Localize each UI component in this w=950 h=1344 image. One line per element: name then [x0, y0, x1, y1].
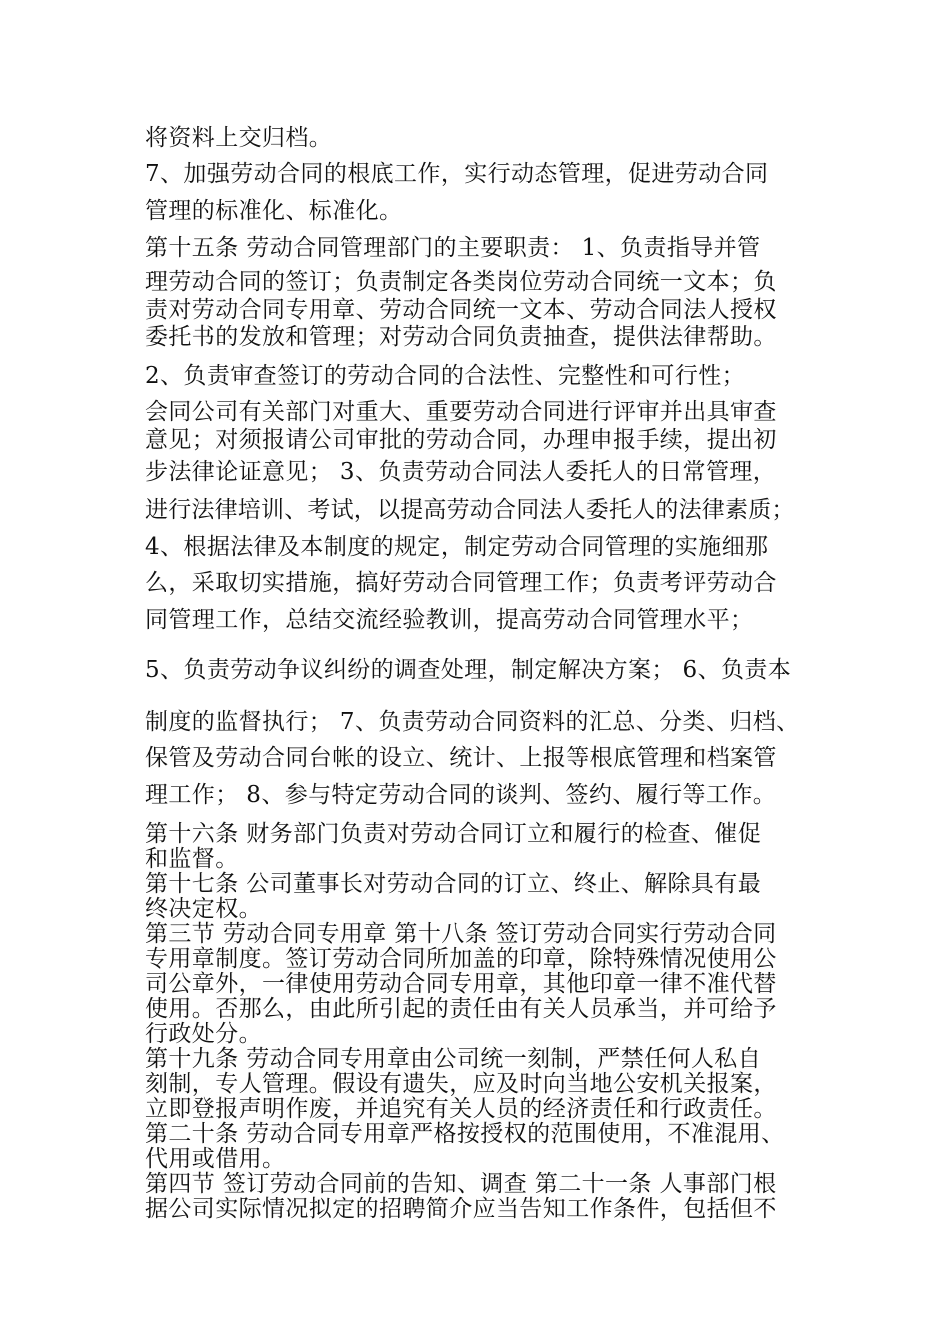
- text-line: 进行法律培训、考试，以提高劳动合同法人委托人的法律素质；: [145, 497, 795, 523]
- text-line: 据公司实际情况拟定的招聘简介应当告知工作条件，包括但不: [145, 1196, 777, 1222]
- text-line: 理劳动合同的签订；负责制定各类岗位劳动合同统一文本；负: [145, 269, 777, 295]
- text-line: 保管及劳动合同台帐的设立、统计、上报等根底管理和档案管: [145, 745, 777, 771]
- text-line: 会同公司有关部门对重大、重要劳动合同进行评审并出具审查: [145, 399, 777, 425]
- text-line: 第四节 签订劳动合同前的告知、调查 第二十一条 人事部门根: [145, 1171, 777, 1197]
- text-line: 第十六条 财务部门负责对劳动合同订立和履行的检查、催促: [145, 821, 762, 847]
- text-line: 立即登报声明作废，并追究有关人员的经济责任和行政责任。: [145, 1096, 777, 1122]
- text-line: 司公章外，一律使用劳动合同专用章，其他印章一律不准代替: [145, 971, 777, 997]
- text-line: 第十七条 公司董事长对劳动合同的订立、终止、解除具有最: [145, 871, 762, 897]
- text-line: 么，采取切实措施，搞好劳动合同管理工作；负责考评劳动合: [145, 570, 777, 596]
- text-line: 2、负责审查签订的劳动合同的合法性、完整性和可行性；: [145, 363, 746, 389]
- text-line: 同管理工作，总结交流经验教训，提高劳动合同管理水平；: [145, 607, 754, 633]
- text-line: 4、根据法律及本制度的规定，制定劳动合同管理的实施细那: [145, 534, 769, 560]
- text-line: 委托书的发放和管理；对劳动合同负责抽查，提供法律帮助。: [145, 324, 777, 350]
- text-line: 专用章制度。签订劳动合同所加盖的印章，除特殊情况使用公: [145, 946, 777, 972]
- text-line: 代用或借用。: [145, 1146, 286, 1172]
- text-line: 第二十条 劳动合同专用章严格按授权的范围使用，不准混用、: [145, 1121, 785, 1147]
- text-line: 5、负责劳动争议纠纷的调查处理，制定解决方案； 6、负责本: [145, 657, 792, 683]
- text-line: 意见；对须报请公司审批的劳动合同，办理申报手续，提出初: [145, 427, 777, 453]
- text-line: 终决定权。: [145, 896, 262, 922]
- text-line: 行政处分。: [145, 1021, 262, 1047]
- text-line: 7、加强劳动合同的根底工作，实行动态管理，促进劳动合同: [145, 161, 769, 187]
- text-line: 制度的监督执行； 7、负责劳动合同资料的汇总、分类、归档、: [145, 709, 800, 735]
- text-line: 步法律论证意见； 3、负责劳动合同法人委托人的日常管理，: [145, 459, 777, 485]
- text-line: 使用。否那么，由此所引起的责任由有关人员承当，并可给予: [145, 996, 777, 1022]
- text-line: 第三节 劳动合同专用章 第十八条 签订劳动合同实行劳动合同: [145, 921, 777, 947]
- text-line: 管理的标准化、标准化。: [145, 198, 403, 224]
- text-line: 第十五条 劳动合同管理部门的主要职责： 1、负责指导并管: [145, 235, 761, 261]
- text-line: 和监督。: [145, 846, 239, 872]
- text-line: 将资料上交归档。: [145, 125, 333, 151]
- text-line: 责对劳动合同专用章、劳动合同统一文本、劳动合同法人授权: [145, 297, 777, 323]
- text-line: 刻制，专人管理。假设有遗失，应及时向当地公安机关报案，: [145, 1071, 777, 1097]
- text-line: 理工作； 8、参与特定劳动合同的谈判、签约、履行等工作。: [145, 782, 777, 808]
- text-line: 第十九条 劳动合同专用章由公司统一刻制，严禁任何人私自: [145, 1046, 762, 1072]
